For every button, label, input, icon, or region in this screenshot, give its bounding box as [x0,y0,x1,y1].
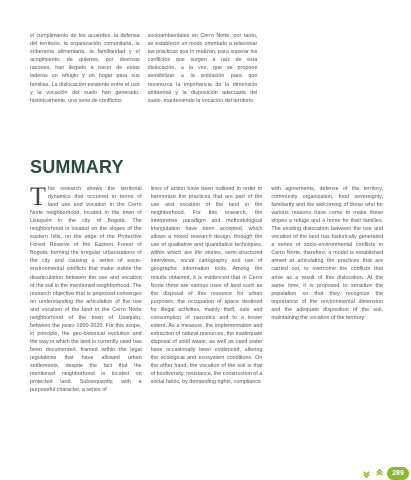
top-column-2: socioambientales en Cerro Norte, por tanto, se estableció un modo orientado a relacionar las prácticas que lo realizan, para superar los conflictos que surgen a raíz de esta dislocación, a la vez, que se propone sensibilizar a la población para que reconozca la importancia de la dimensión ambiental y la disposición adecuada del suelo, manteniendo la vocación del territorio. [147,33,258,104]
double-chevron-right-icon[interactable] [374,469,384,479]
top-text-columns [30,32,375,105]
top-column-3-spacer [265,32,375,105]
summary-column-1-text: his research shows the territorial dynamics that occurred in terms of land use and vocation in the Cerro Norte neighborhood, located in the town of Usaquén in the city of Bogotá. The neighborhood is located on the slopes of the eastern hills, on the edge of the Protective Forest Reserve of the Eastern Forest of Bogotá, forming the irregular urbanizations of the city and causing a series of socio-environmental conflicts that make visible the disarticulation between the use and vocation of the soil in the mentioned neighborhood. The research objective that is proposed converges on understanding the articulation of the use and vocation of the land in the Cerro Norte neighborhood of the town of Usaquén, between the years 1950-2020. For this scope, in principle, the geo-historical evolution and the way in which the land is currently used has been documented, framed within the legal regulations that have allowed urban settlements, despite the fact that the mentioned neighborhood is located on protected land. Subsequently, with a purposeful character, a series of [30,186,142,394]
top-column-1: el cumplimiento de los acuerdos, la defensa del territorio, la organización comunitaria, la soberanía alimentaria, la familiaridad y el acogimiento, de quienes, por diversas razones, han llegado a hacer de estas laderas un refugio y un hogar para sus familias. La dislocación existente entre el uso y la vocación del suelo han generado, históricamente, una serie de conflictos [30,33,140,104]
page-number-badge: 289 [387,467,409,480]
double-chevron-left-icon[interactable] [361,469,371,479]
summary-column-1 [30,182,142,394]
summary-column-3: with agreements, defense of the territory, community organization, food sovereignty, familiarity and the welcoming of those who for various reasons have come to make these slopes a refuge and a home for their families. The existing dislocation between the use and vocation of the land has historically generated a series of socio-environmental conflicts in Cerro Norte, therefore, a model is established aimed at articulating the practices that are carried out, to overcome the conflicts that arise as a result of this dislocation. At the same time, it is proposed to sensitize the population so that they recognize the importance of the environmental dimension and the adequate disposition of the soil, maintaining the vocation of the territory. [271,186,384,321]
summary-heading: SUMMARY [30,157,124,177]
summary-column-2: lines of action have been outlined in order to harmonize the practices that are part of the use and vocation of the land in the neighborhood. For this research, the interpretive paradigm and methodological triangulation have been accepted, which allows a mixed research design, through the use of qualitative and quantitative techniques, within which are life stories, semi-structured interviews, social cartography and use of geographic information tools. Among the results obtained, it is evidenced that in Cerro Norte there are various uses of land such as the disposal of this resource for urban purposes, the occupation of space destined for illegal activities, mainly theft, sale and consumption of narcotics and to a lesser extent. As a measure, the implementation and extraction of natural resources, the inadequate disposal of solid waste, as well as used water have occasionally been evidenced, altering the ecological and ecosystem conditions. On the other hand, the vocation of the soil is that of biodiversity, resistance, the construction of a social fabric, by demanding rights, compliance [150,186,263,386]
drop-cap: T [30,182,46,211]
summary-columns [30,182,384,394]
page-navigation [361,467,409,480]
